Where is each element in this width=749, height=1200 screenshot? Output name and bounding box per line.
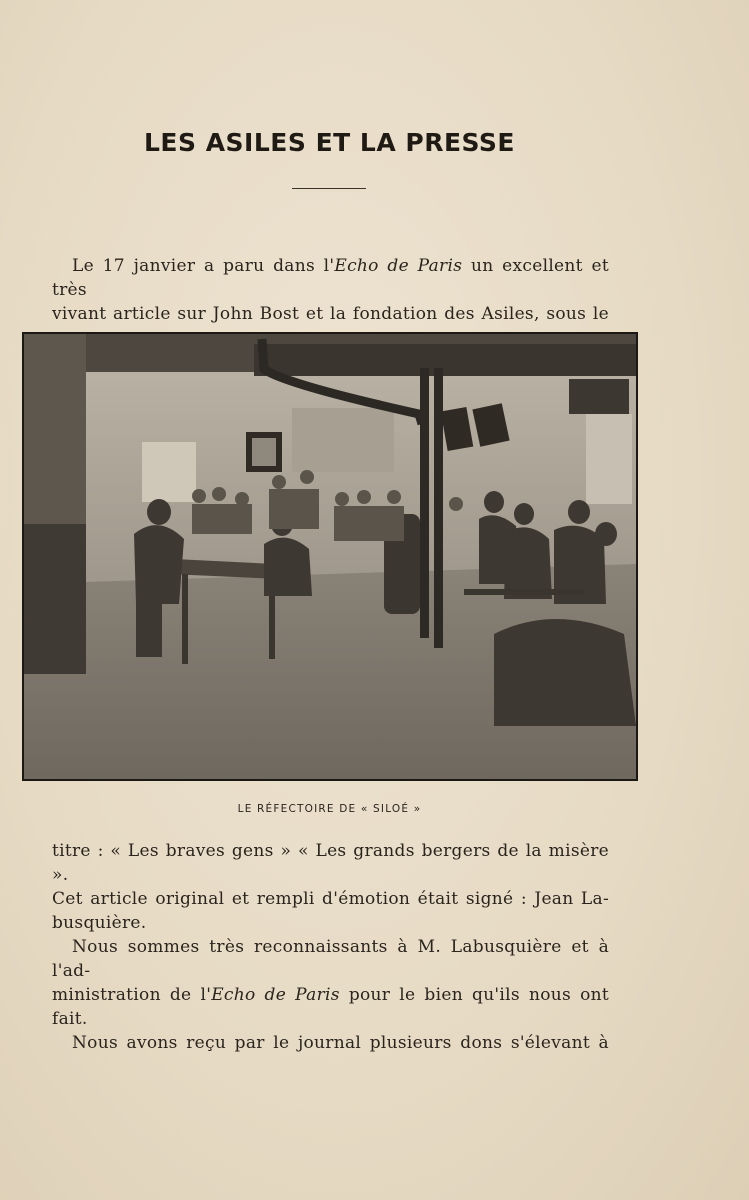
intro-text: un excellent et très	[52, 256, 609, 300]
body-line: busquière.	[52, 913, 147, 933]
body-line: Nous sommes très reconnaissants à M. Labusquière et à l'ad-	[52, 937, 609, 981]
newspaper-title: Echo de Paris	[211, 985, 340, 1005]
title-divider	[292, 188, 366, 189]
body-line: titre : « Les braves gens » « Les grands bergers de la misère ».	[52, 841, 609, 885]
refectory-photograph	[22, 332, 638, 781]
intro-text: Le 17 janvier a paru dans l'	[72, 256, 335, 276]
body-line	[52, 983, 609, 1007]
body-text-span: ministration de l'	[52, 985, 212, 1005]
body-line: Nous avons reçu par le journal plusieurs dons s'élevant à	[72, 1033, 609, 1053]
body-line: Cet article original et rempli d'émotion était signé : Jean La-	[52, 889, 609, 909]
intro-line-2: vivant article sur John Bost et la fondation des Asiles, sous le	[52, 304, 609, 324]
newspaper-title: Echo de Paris	[334, 256, 463, 276]
body-text	[52, 839, 609, 1055]
photograph-illustration	[24, 334, 636, 779]
intro-line-1	[52, 254, 609, 302]
body-text-span: pour le bien qu'ils nous ont	[339, 985, 609, 1005]
intro-paragraph	[52, 254, 609, 326]
photo-caption: LE RÉFECTOIRE DE « SILOÉ »	[237, 803, 422, 815]
body-line: fait.	[52, 1009, 88, 1029]
page-title: LES ASILES ET LA PRESSE	[143, 128, 516, 157]
